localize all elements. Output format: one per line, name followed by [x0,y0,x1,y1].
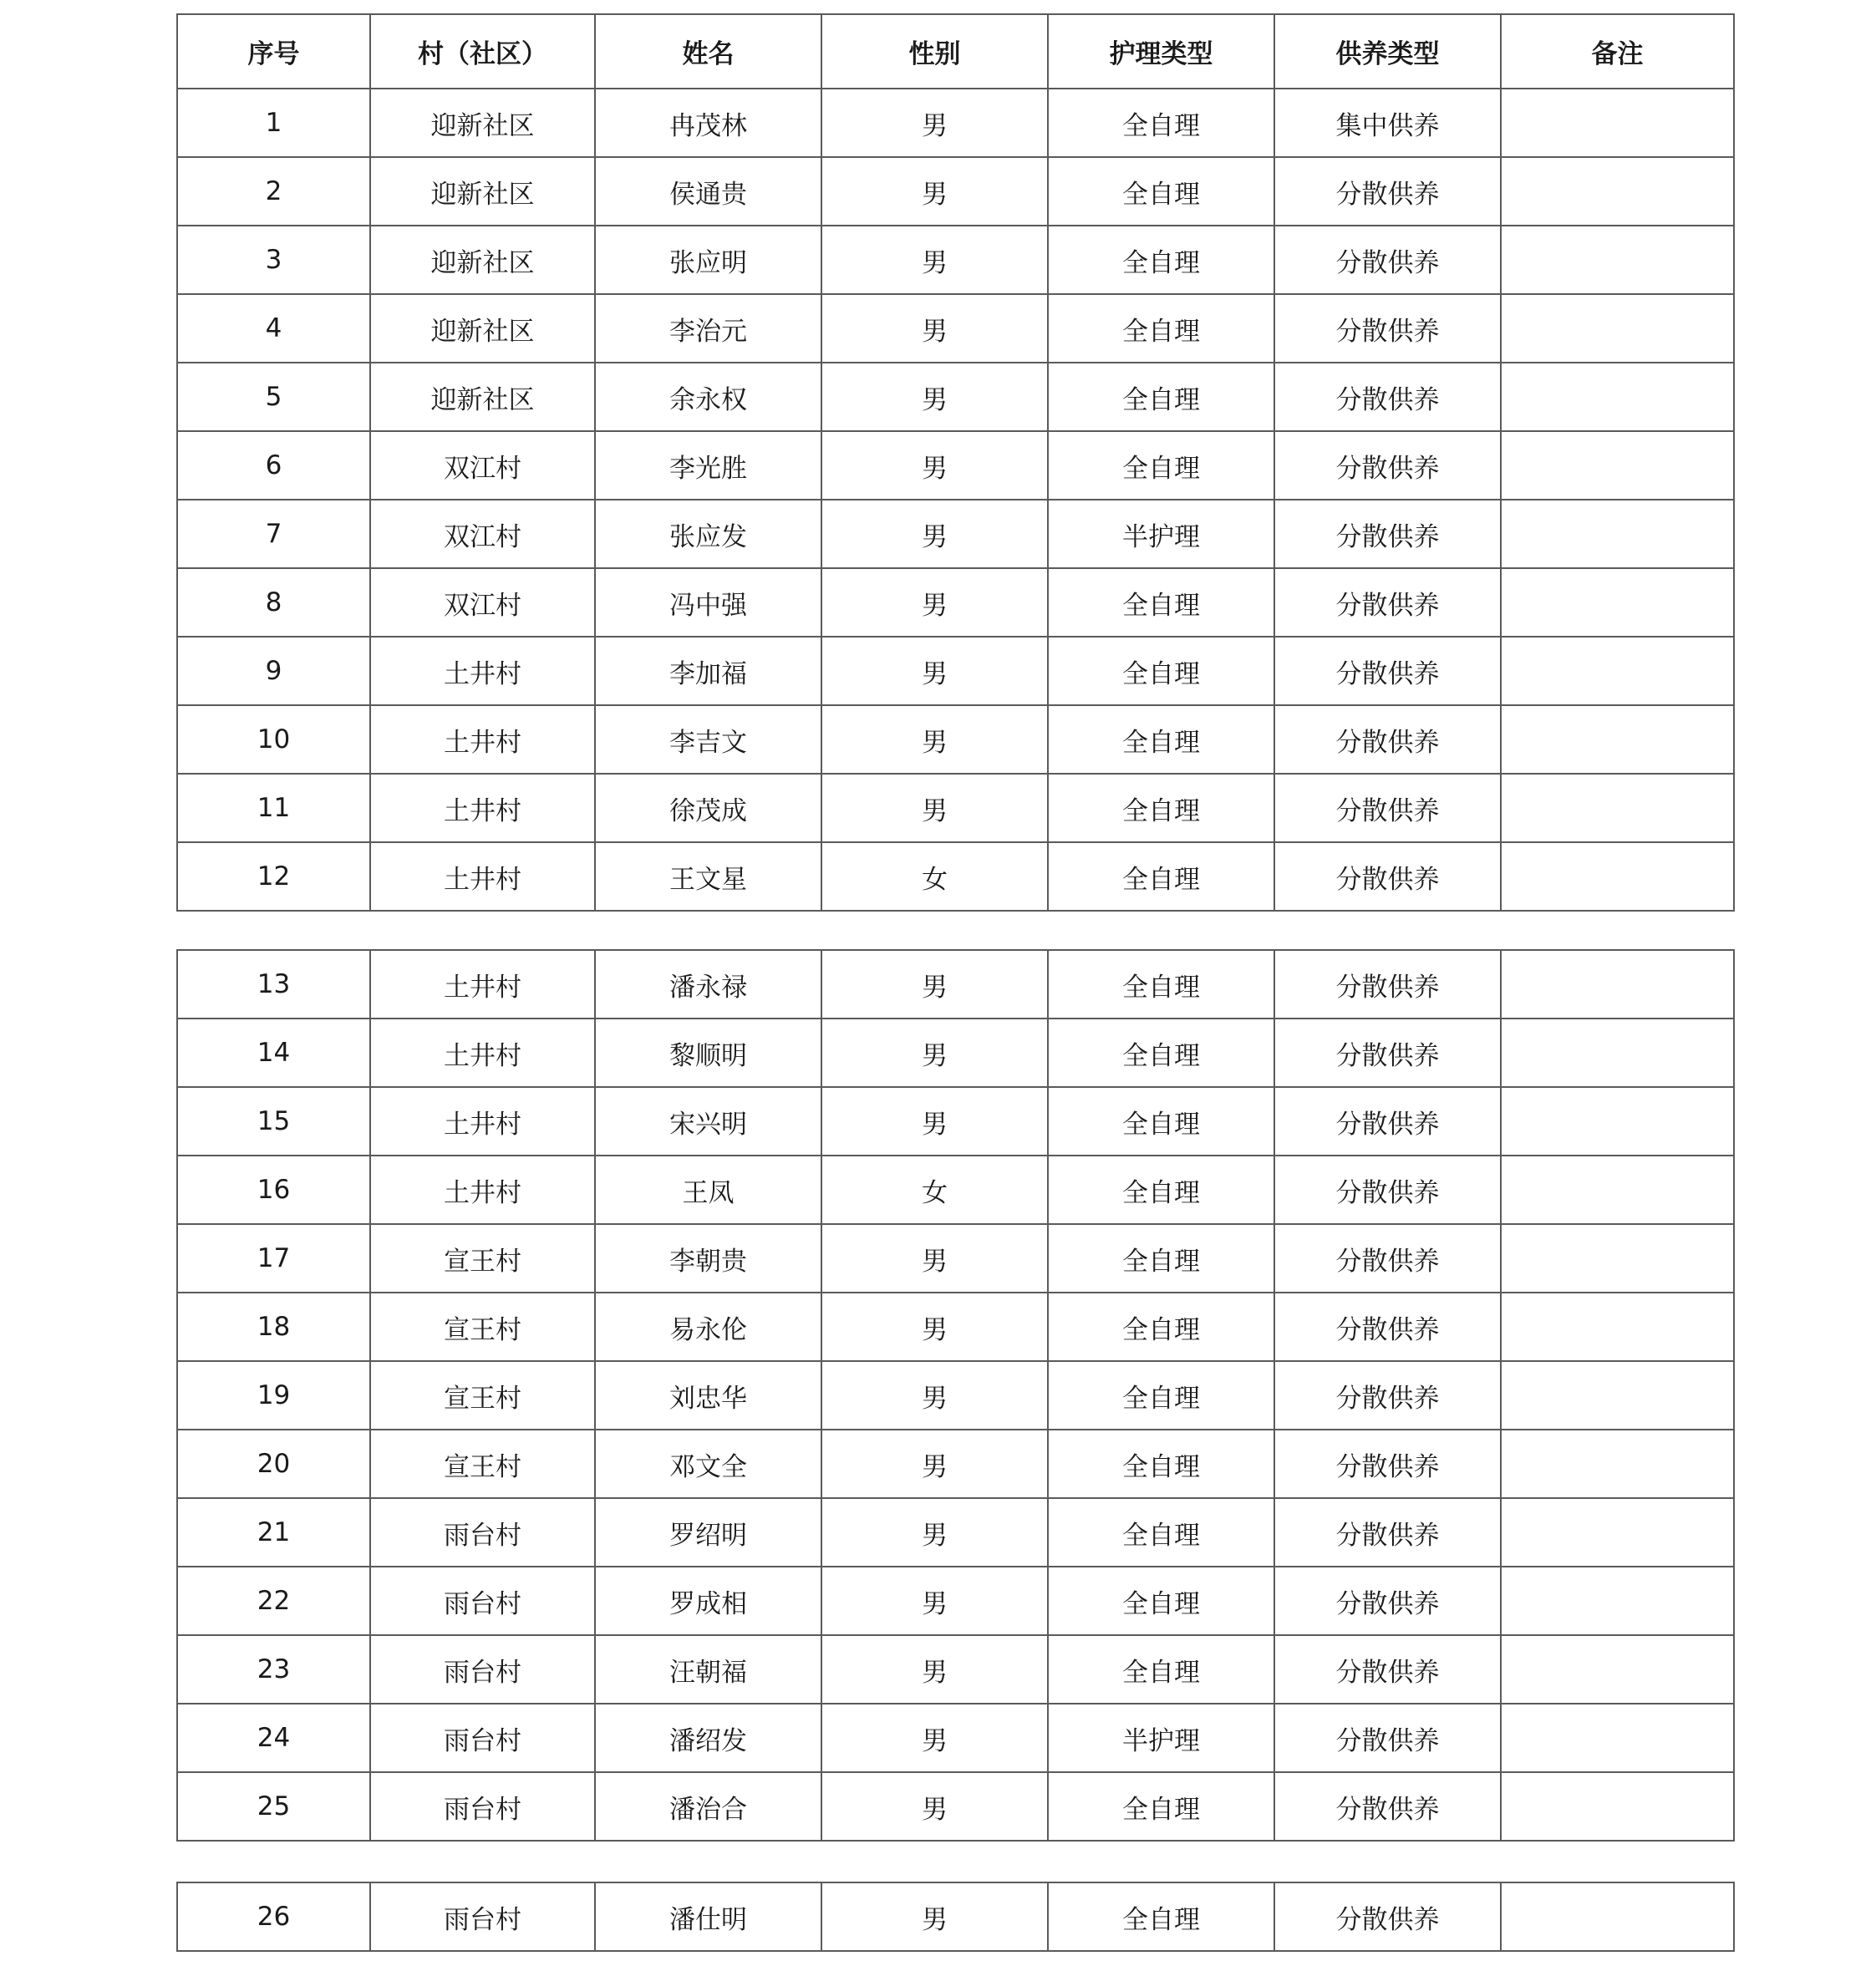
table-row [177,1498,1734,1567]
cell-gender: 女 [821,842,1048,911]
cell-village: 土井村 [370,637,595,705]
cell-care-type: 全自理 [1048,1430,1274,1498]
cell-gender: 男 [821,1087,1048,1156]
header-care-type: 护理类型 [1048,14,1274,89]
cell-village: 迎新社区 [370,157,595,226]
cell-care-type: 全自理 [1048,1772,1274,1841]
cell-name: 罗绍明 [595,1498,821,1567]
cell-index: 12 [177,842,370,911]
cell-remarks [1501,1635,1734,1704]
cell-gender: 男 [821,568,1048,637]
table-row [177,1567,1734,1635]
cell-village: 迎新社区 [370,363,595,431]
cell-name: 张应发 [595,500,821,568]
cell-remarks [1501,774,1734,842]
cell-village: 雨台村 [370,1704,595,1772]
cell-village: 雨台村 [370,1882,595,1951]
cell-index: 3 [177,226,370,294]
table-row [177,1224,1734,1293]
cell-gender: 男 [821,226,1048,294]
cell-care-type: 全自理 [1048,705,1274,774]
cell-support-type: 分散供养 [1274,1567,1501,1635]
cell-care-type: 全自理 [1048,637,1274,705]
cell-index: 6 [177,431,370,500]
header-name: 姓名 [595,14,821,89]
cell-index: 2 [177,157,370,226]
cell-remarks [1501,294,1734,363]
cell-village: 土井村 [370,950,595,1019]
cell-remarks [1501,1704,1734,1772]
table-row [177,363,1734,431]
cell-gender: 男 [821,637,1048,705]
cell-name: 潘永禄 [595,950,821,1019]
cell-index: 17 [177,1224,370,1293]
cell-remarks [1501,363,1734,431]
cell-gender: 男 [821,1293,1048,1361]
cell-name: 侯通贵 [595,157,821,226]
header-row [177,14,1734,89]
cell-name: 邓文全 [595,1430,821,1498]
cell-gender: 男 [821,431,1048,500]
cell-village: 迎新社区 [370,226,595,294]
cell-care-type: 半护理 [1048,1704,1274,1772]
cell-village: 双江村 [370,431,595,500]
cell-village: 迎新社区 [370,294,595,363]
cell-name: 王凤 [595,1156,821,1224]
table-row [177,500,1734,568]
header-village: 村（社区） [370,14,595,89]
table-row [177,1430,1734,1498]
cell-care-type: 全自理 [1048,294,1274,363]
table-row [177,157,1734,226]
cell-name: 宋兴明 [595,1087,821,1156]
table-row [177,1772,1734,1841]
table-row [177,1361,1734,1430]
cell-care-type: 全自理 [1048,1087,1274,1156]
cell-gender: 男 [821,1430,1048,1498]
cell-support-type: 分散供养 [1274,1772,1501,1841]
cell-index: 13 [177,950,370,1019]
table-row [177,1635,1734,1704]
table-row [177,294,1734,363]
cell-gender: 男 [821,363,1048,431]
cell-gender: 男 [821,500,1048,568]
cell-index: 15 [177,1087,370,1156]
cell-index: 22 [177,1567,370,1635]
cell-support-type: 分散供养 [1274,1087,1501,1156]
cell-gender: 女 [821,1156,1048,1224]
cell-support-type: 分散供养 [1274,1361,1501,1430]
cell-name: 李加福 [595,637,821,705]
cell-care-type: 全自理 [1048,1361,1274,1430]
cell-gender: 男 [821,1882,1048,1951]
table-row [177,705,1734,774]
table-row [177,842,1734,911]
cell-care-type: 全自理 [1048,157,1274,226]
cell-gender: 男 [821,1567,1048,1635]
table-row [177,950,1734,1019]
cell-support-type: 分散供养 [1274,157,1501,226]
cell-support-type: 分散供养 [1274,774,1501,842]
cell-index: 21 [177,1498,370,1567]
cell-name: 冯中强 [595,568,821,637]
cell-support-type: 分散供养 [1274,637,1501,705]
cell-index: 26 [177,1882,370,1951]
header-support-type: 供养类型 [1274,14,1501,89]
cell-index: 8 [177,568,370,637]
cell-care-type: 全自理 [1048,226,1274,294]
cell-index: 24 [177,1704,370,1772]
cell-index: 18 [177,1293,370,1361]
roster-table-part-3 [176,1882,1735,1952]
cell-village: 土井村 [370,705,595,774]
table-row [177,774,1734,842]
cell-name: 李朝贵 [595,1224,821,1293]
cell-name: 李治元 [595,294,821,363]
cell-remarks [1501,1430,1734,1498]
cell-village: 雨台村 [370,1498,595,1567]
cell-support-type: 分散供养 [1274,1156,1501,1224]
cell-care-type: 全自理 [1048,363,1274,431]
cell-remarks [1501,1156,1734,1224]
cell-name: 潘绍发 [595,1704,821,1772]
cell-remarks [1501,1498,1734,1567]
table-row [177,1087,1734,1156]
table-row [177,89,1734,157]
cell-care-type: 全自理 [1048,89,1274,157]
cell-name: 潘治合 [595,1772,821,1841]
cell-village: 迎新社区 [370,89,595,157]
cell-remarks [1501,568,1734,637]
cell-index: 5 [177,363,370,431]
cell-care-type: 全自理 [1048,950,1274,1019]
cell-gender: 男 [821,1224,1048,1293]
cell-support-type: 分散供养 [1274,1019,1501,1087]
cell-care-type: 全自理 [1048,1156,1274,1224]
table-row [177,1019,1734,1087]
cell-gender: 男 [821,1635,1048,1704]
cell-index: 7 [177,500,370,568]
cell-name: 汪朝福 [595,1635,821,1704]
cell-village: 宣王村 [370,1430,595,1498]
cell-index: 20 [177,1430,370,1498]
cell-support-type: 分散供养 [1274,1635,1501,1704]
cell-gender: 男 [821,1019,1048,1087]
table-row [177,226,1734,294]
cell-remarks [1501,637,1734,705]
cell-gender: 男 [821,1361,1048,1430]
cell-village: 雨台村 [370,1567,595,1635]
cell-remarks [1501,1224,1734,1293]
cell-gender: 男 [821,705,1048,774]
cell-support-type: 分散供养 [1274,568,1501,637]
cell-village: 雨台村 [370,1635,595,1704]
cell-remarks [1501,226,1734,294]
cell-support-type: 分散供养 [1274,431,1501,500]
header-index: 序号 [177,14,370,89]
cell-index: 9 [177,637,370,705]
cell-support-type: 分散供养 [1274,842,1501,911]
table-row [177,568,1734,637]
cell-care-type: 全自理 [1048,1635,1274,1704]
table-row [177,637,1734,705]
cell-care-type: 全自理 [1048,1882,1274,1951]
cell-gender: 男 [821,294,1048,363]
cell-name: 张应明 [595,226,821,294]
cell-gender: 男 [821,950,1048,1019]
cell-support-type: 分散供养 [1274,1882,1501,1951]
cell-gender: 男 [821,1772,1048,1841]
cell-index: 23 [177,1635,370,1704]
cell-index: 1 [177,89,370,157]
cell-remarks [1501,1882,1734,1951]
cell-care-type: 全自理 [1048,1293,1274,1361]
cell-gender: 男 [821,774,1048,842]
cell-village: 宣王村 [370,1361,595,1430]
roster-table-part-1 [176,13,1735,912]
cell-village: 土井村 [370,1019,595,1087]
cell-name: 易永伦 [595,1293,821,1361]
table-row [177,1704,1734,1772]
cell-index: 14 [177,1019,370,1087]
cell-index: 11 [177,774,370,842]
table-row [177,1293,1734,1361]
cell-care-type: 全自理 [1048,1567,1274,1635]
cell-index: 19 [177,1361,370,1430]
cell-remarks [1501,950,1734,1019]
cell-name: 徐茂成 [595,774,821,842]
cell-support-type: 分散供养 [1274,950,1501,1019]
cell-index: 16 [177,1156,370,1224]
cell-village: 土井村 [370,774,595,842]
cell-support-type: 分散供养 [1274,705,1501,774]
table-row [177,1156,1734,1224]
cell-remarks [1501,1361,1734,1430]
cell-remarks [1501,1567,1734,1635]
cell-support-type: 分散供养 [1274,1498,1501,1567]
cell-village: 土井村 [370,842,595,911]
cell-support-type: 分散供养 [1274,1224,1501,1293]
cell-remarks [1501,431,1734,500]
cell-remarks [1501,705,1734,774]
cell-village: 双江村 [370,500,595,568]
table-row [177,1882,1734,1951]
cell-support-type: 分散供养 [1274,1704,1501,1772]
cell-care-type: 半护理 [1048,500,1274,568]
cell-gender: 男 [821,1498,1048,1567]
cell-name: 李吉文 [595,705,821,774]
cell-gender: 男 [821,157,1048,226]
cell-gender: 男 [821,1704,1048,1772]
cell-care-type: 全自理 [1048,1224,1274,1293]
cell-name: 李光胜 [595,431,821,500]
cell-remarks [1501,500,1734,568]
cell-index: 10 [177,705,370,774]
header-gender: 性别 [821,14,1048,89]
cell-name: 冉茂林 [595,89,821,157]
cell-support-type: 集中供养 [1274,89,1501,157]
cell-remarks [1501,1019,1734,1087]
header-remarks: 备注 [1501,14,1734,89]
table-row [177,431,1734,500]
cell-support-type: 分散供养 [1274,1430,1501,1498]
cell-name: 余永权 [595,363,821,431]
cell-care-type: 全自理 [1048,1019,1274,1087]
cell-name: 王文星 [595,842,821,911]
roster-table-part-2 [176,949,1735,1842]
cell-gender: 男 [821,89,1048,157]
cell-remarks [1501,157,1734,226]
cell-village: 土井村 [370,1156,595,1224]
cell-remarks [1501,1772,1734,1841]
cell-remarks [1501,1087,1734,1156]
cell-support-type: 分散供养 [1274,226,1501,294]
cell-care-type: 全自理 [1048,568,1274,637]
cell-remarks [1501,1293,1734,1361]
cell-index: 4 [177,294,370,363]
cell-name: 黎顺明 [595,1019,821,1087]
cell-care-type: 全自理 [1048,1498,1274,1567]
cell-index: 25 [177,1772,370,1841]
cell-remarks [1501,89,1734,157]
cell-care-type: 全自理 [1048,431,1274,500]
cell-village: 宣王村 [370,1293,595,1361]
cell-support-type: 分散供养 [1274,500,1501,568]
cell-village: 土井村 [370,1087,595,1156]
cell-support-type: 分散供养 [1274,1293,1501,1361]
cell-name: 刘忠华 [595,1361,821,1430]
cell-care-type: 全自理 [1048,774,1274,842]
cell-remarks [1501,842,1734,911]
cell-support-type: 分散供养 [1274,363,1501,431]
cell-support-type: 分散供养 [1274,294,1501,363]
cell-care-type: 全自理 [1048,842,1274,911]
cell-name: 罗成相 [595,1567,821,1635]
cell-village: 雨台村 [370,1772,595,1841]
cell-name: 潘仕明 [595,1882,821,1951]
cell-village: 宣王村 [370,1224,595,1293]
cell-village: 双江村 [370,568,595,637]
